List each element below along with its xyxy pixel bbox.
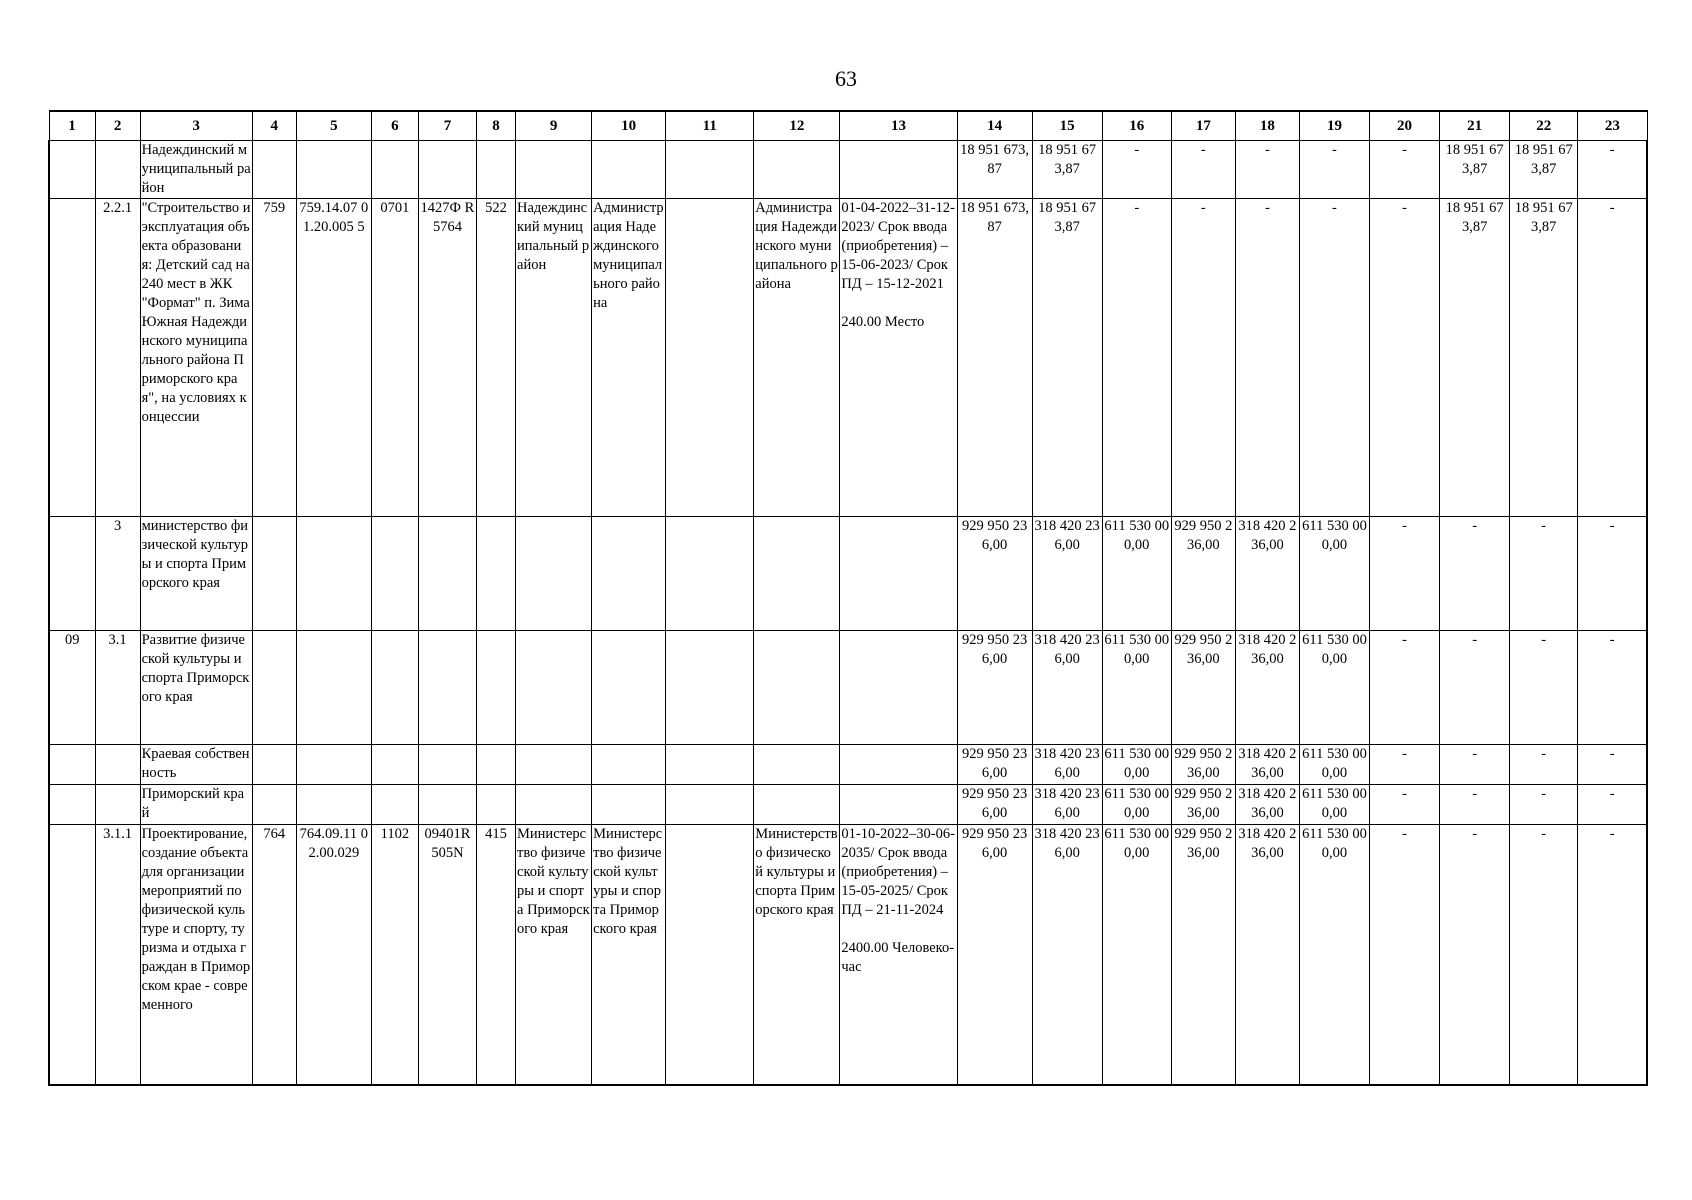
table-cell: 764 xyxy=(252,825,296,1085)
table-cell: 611 530 000,00 xyxy=(1102,631,1171,745)
table-cell xyxy=(592,785,666,825)
column-header: 2 xyxy=(95,111,140,141)
table-cell xyxy=(666,141,754,199)
column-header: 18 xyxy=(1235,111,1299,141)
table-cell: - xyxy=(1171,199,1235,517)
table-cell: - xyxy=(1171,141,1235,199)
table-cell: 611 530 000,00 xyxy=(1299,517,1369,631)
table-cell: 929 950 236,00 xyxy=(1171,517,1235,631)
table-cell xyxy=(371,745,418,785)
table-cell: 1102 xyxy=(371,825,418,1085)
table-cell: - xyxy=(1102,141,1171,199)
table-cell: - xyxy=(1578,141,1647,199)
table-cell: - xyxy=(1370,745,1440,785)
column-header: 16 xyxy=(1102,111,1171,141)
table-cell: - xyxy=(1370,825,1440,1085)
table-cell: 18 951 673,87 xyxy=(1510,141,1578,199)
table-cell: - xyxy=(1578,825,1647,1085)
table-cell: Министерство физической культуры и спорта Приморского края xyxy=(516,825,592,1085)
table-cell: - xyxy=(1510,631,1578,745)
table-cell: 522 xyxy=(476,199,515,517)
table-cell: 18 951 673,87 xyxy=(957,141,1032,199)
table-cell: Надеждинский муниципальный район xyxy=(140,141,252,199)
table-cell: 929 950 236,00 xyxy=(1171,785,1235,825)
table-cell xyxy=(296,745,371,785)
table-cell xyxy=(49,825,95,1085)
header-row xyxy=(49,111,1647,141)
table-cell: - xyxy=(1440,631,1510,745)
table-cell xyxy=(840,631,957,745)
table-cell: 2.2.1 xyxy=(95,199,140,517)
table-cell: 929 950 236,00 xyxy=(1171,631,1235,745)
column-header: 21 xyxy=(1440,111,1510,141)
table-cell: 18 951 673,87 xyxy=(1032,141,1102,199)
column-header: 7 xyxy=(418,111,476,141)
column-header: 6 xyxy=(371,111,418,141)
table-cell: 611 530 000,00 xyxy=(1299,785,1369,825)
table-cell xyxy=(666,825,754,1085)
table-cell: 18 951 673,87 xyxy=(1440,199,1510,517)
table-cell xyxy=(516,745,592,785)
table-cell: - xyxy=(1370,199,1440,517)
table-cell: 01-04-2022–31-12-2023/ Срок ввода (приобретения) – 15-06-2023/ Срок ПД – 15-12-2021 240.00 Место xyxy=(840,199,957,517)
table-row xyxy=(49,785,1647,825)
table-cell: - xyxy=(1102,199,1171,517)
table-cell xyxy=(476,141,515,199)
table-cell xyxy=(252,785,296,825)
table-cell xyxy=(666,517,754,631)
table-cell: - xyxy=(1440,825,1510,1085)
table-cell xyxy=(840,745,957,785)
table-cell xyxy=(754,785,840,825)
table-cell xyxy=(754,631,840,745)
table-cell xyxy=(840,517,957,631)
table-cell: 318 420 236,00 xyxy=(1235,785,1299,825)
table-cell xyxy=(49,517,95,631)
table-cell: - xyxy=(1510,785,1578,825)
table-cell xyxy=(476,745,515,785)
column-header: 5 xyxy=(296,111,371,141)
column-header: 10 xyxy=(592,111,666,141)
table-cell: 611 530 000,00 xyxy=(1299,825,1369,1085)
table-cell xyxy=(516,517,592,631)
table-cell xyxy=(516,141,592,199)
table-cell xyxy=(252,631,296,745)
table-cell: 3.1.1 xyxy=(95,825,140,1085)
column-header: 13 xyxy=(840,111,957,141)
table-cell: 318 420 236,00 xyxy=(1235,631,1299,745)
table-cell: 764.09.11 02.00.029 xyxy=(296,825,371,1085)
table-cell xyxy=(516,785,592,825)
table-cell: 318 420 236,00 xyxy=(1235,825,1299,1085)
table-cell: 929 950 236,00 xyxy=(1171,745,1235,785)
column-header: 9 xyxy=(516,111,592,141)
table-cell: - xyxy=(1440,745,1510,785)
table-cell: 01-10-2022–30-06-2035/ Срок ввода (приобретения) – 15-05-2025/ Срок ПД – 21-11-2024 2400.00 Человеко-час xyxy=(840,825,957,1085)
table-cell xyxy=(666,785,754,825)
table-cell: Министерство физической культуры и спорта Приморского края xyxy=(754,825,840,1085)
table-cell xyxy=(418,745,476,785)
table-cell: 611 530 000,00 xyxy=(1299,631,1369,745)
table-cell: 611 530 000,00 xyxy=(1102,517,1171,631)
table-cell xyxy=(95,745,140,785)
table-cell: 318 420 236,00 xyxy=(1032,517,1102,631)
column-header: 20 xyxy=(1370,111,1440,141)
table-cell xyxy=(371,785,418,825)
table-cell xyxy=(592,517,666,631)
column-header: 12 xyxy=(754,111,840,141)
table-cell xyxy=(476,517,515,631)
table-cell: 611 530 000,00 xyxy=(1102,825,1171,1085)
table-cell: 611 530 000,00 xyxy=(1102,745,1171,785)
table-cell xyxy=(592,745,666,785)
column-header: 23 xyxy=(1578,111,1647,141)
table-cell xyxy=(592,141,666,199)
table-cell: - xyxy=(1440,517,1510,631)
table-cell: 611 530 000,00 xyxy=(1102,785,1171,825)
column-header: 15 xyxy=(1032,111,1102,141)
table-cell xyxy=(371,631,418,745)
table-cell: 929 950 236,00 xyxy=(957,745,1032,785)
table-cell: 929 950 236,00 xyxy=(957,825,1032,1085)
budget-table xyxy=(48,110,1648,1086)
table-cell: - xyxy=(1299,141,1369,199)
table-cell: 929 950 236,00 xyxy=(957,517,1032,631)
table-cell: "Строительство и эксплуатация объекта образования: Детский сад на 240 мест в ЖК "Формат" п. Зима Южная Надеждинского муниципального района Приморского края", на условиях концессии xyxy=(140,199,252,517)
table-cell: - xyxy=(1299,199,1369,517)
column-header: 3 xyxy=(140,111,252,141)
table-cell: - xyxy=(1235,199,1299,517)
table-cell xyxy=(296,141,371,199)
table-cell xyxy=(252,745,296,785)
table-cell: Развитие физической культуры и спорта Приморского края xyxy=(140,631,252,745)
column-header: 19 xyxy=(1299,111,1369,141)
table-row xyxy=(49,825,1647,1085)
table-cell: - xyxy=(1370,631,1440,745)
table-cell xyxy=(252,141,296,199)
table-cell xyxy=(592,631,666,745)
table-cell xyxy=(666,631,754,745)
column-header: 8 xyxy=(476,111,515,141)
table-cell: Краевая собственность xyxy=(140,745,252,785)
table-cell: 415 xyxy=(476,825,515,1085)
column-header: 4 xyxy=(252,111,296,141)
table-cell: 18 951 673,87 xyxy=(1440,141,1510,199)
table-cell: 611 530 000,00 xyxy=(1299,745,1369,785)
table-cell: - xyxy=(1578,785,1647,825)
table-cell: - xyxy=(1578,631,1647,745)
table-cell: 929 950 236,00 xyxy=(957,631,1032,745)
table-cell: 318 420 236,00 xyxy=(1032,785,1102,825)
table-cell: - xyxy=(1578,199,1647,517)
table-cell xyxy=(252,517,296,631)
table-cell xyxy=(476,785,515,825)
table-cell xyxy=(49,199,95,517)
table-cell: Надеждинский муниципальный район xyxy=(516,199,592,517)
table-cell: 1427Ф R5764 xyxy=(418,199,476,517)
table-cell xyxy=(296,631,371,745)
table-row xyxy=(49,631,1647,745)
table-cell xyxy=(418,785,476,825)
table-cell: Администрация Надеждинского муниципального района xyxy=(754,199,840,517)
table-cell xyxy=(418,631,476,745)
table-cell: 18 951 673,87 xyxy=(957,199,1032,517)
table-cell xyxy=(418,517,476,631)
table-row xyxy=(49,199,1647,517)
table-cell: 759 xyxy=(252,199,296,517)
table-cell: Приморский край xyxy=(140,785,252,825)
table-cell xyxy=(296,785,371,825)
table-cell xyxy=(840,785,957,825)
table-cell: 318 420 236,00 xyxy=(1235,517,1299,631)
table-cell: Министерство физической культуры и спорта Приморского края xyxy=(592,825,666,1085)
table-cell xyxy=(476,631,515,745)
table-cell: 0701 xyxy=(371,199,418,517)
table-cell: - xyxy=(1510,745,1578,785)
table-cell xyxy=(296,517,371,631)
table-cell: - xyxy=(1370,141,1440,199)
table-cell: 3.1 xyxy=(95,631,140,745)
table-cell xyxy=(516,631,592,745)
table-cell: 318 420 236,00 xyxy=(1032,745,1102,785)
table-cell: - xyxy=(1578,745,1647,785)
table-cell: - xyxy=(1440,785,1510,825)
table-cell xyxy=(95,141,140,199)
column-header: 11 xyxy=(666,111,754,141)
column-header: 22 xyxy=(1510,111,1578,141)
column-header: 14 xyxy=(957,111,1032,141)
table-cell: - xyxy=(1235,141,1299,199)
table-cell: - xyxy=(1510,825,1578,1085)
table-row xyxy=(49,517,1647,631)
table-cell xyxy=(49,141,95,199)
table-cell xyxy=(754,517,840,631)
table-cell: 09401R 505N xyxy=(418,825,476,1085)
page-number: 63 xyxy=(835,66,857,91)
table-cell xyxy=(371,141,418,199)
column-header: 1 xyxy=(49,111,95,141)
table-cell xyxy=(754,745,840,785)
table-cell xyxy=(666,745,754,785)
table-cell: министерство физической культуры и спорта Приморского края xyxy=(140,517,252,631)
table-cell xyxy=(666,199,754,517)
table-cell: - xyxy=(1370,785,1440,825)
table-cell: 09 xyxy=(49,631,95,745)
table-cell: 18 951 673,87 xyxy=(1032,199,1102,517)
table-cell: 929 950 236,00 xyxy=(1171,825,1235,1085)
table-cell xyxy=(95,785,140,825)
table-cell: - xyxy=(1370,517,1440,631)
table-cell: 318 420 236,00 xyxy=(1032,825,1102,1085)
table-cell xyxy=(754,141,840,199)
table-cell xyxy=(371,517,418,631)
table-cell: - xyxy=(1510,517,1578,631)
table-cell: 3 xyxy=(95,517,140,631)
table-cell: 759.14.07 01.20.005 5 xyxy=(296,199,371,517)
table-cell: Администрация Надеждинского муниципального района xyxy=(592,199,666,517)
table-cell xyxy=(418,141,476,199)
table-cell xyxy=(49,785,95,825)
table-cell: 318 420 236,00 xyxy=(1235,745,1299,785)
table-cell xyxy=(49,745,95,785)
table-cell xyxy=(840,141,957,199)
table-cell: 18 951 673,87 xyxy=(1510,199,1578,517)
table-cell: Проектирование, создание объекта для организации мероприятий по физической культуре и спорту, туризма и отдыха граждан в Приморском крае - современного xyxy=(140,825,252,1085)
table-body xyxy=(49,141,1647,1085)
column-header: 17 xyxy=(1171,111,1235,141)
table-cell: 318 420 236,00 xyxy=(1032,631,1102,745)
table-cell: 929 950 236,00 xyxy=(957,785,1032,825)
table-cell: - xyxy=(1578,517,1647,631)
table-row xyxy=(49,141,1647,199)
table-row xyxy=(49,745,1647,785)
